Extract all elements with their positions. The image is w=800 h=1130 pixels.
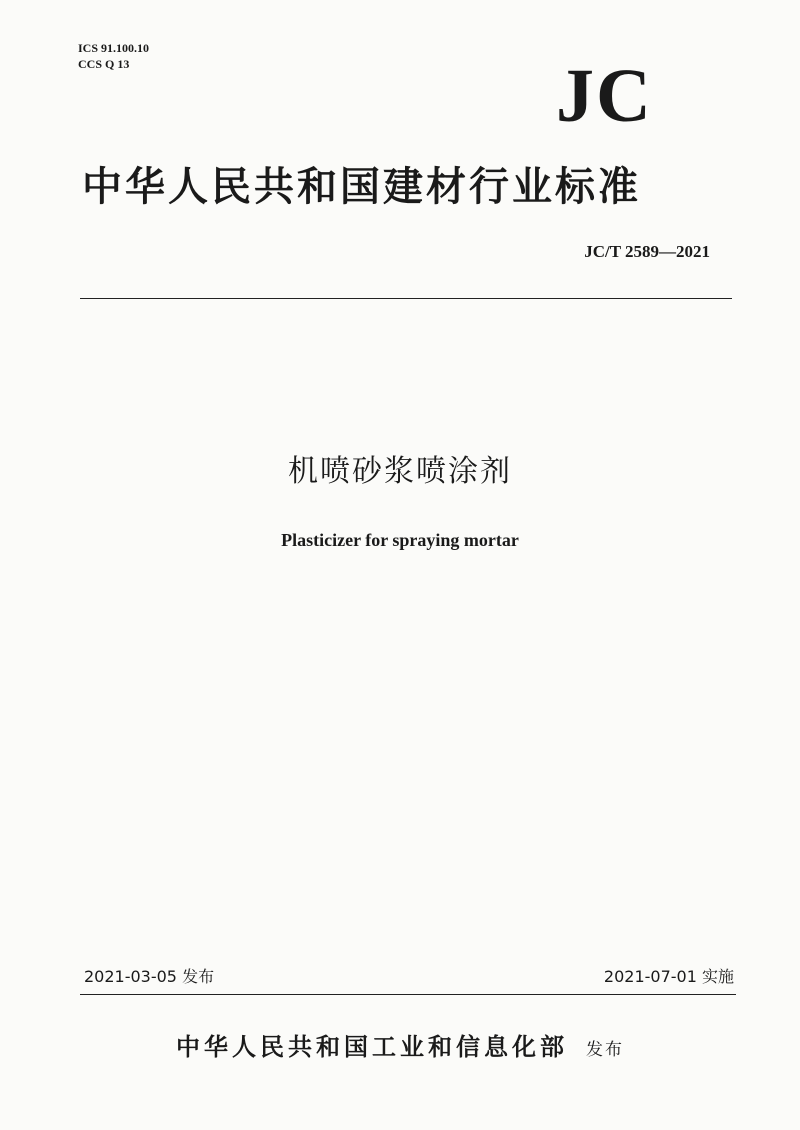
- jc-logo: JC: [556, 54, 653, 138]
- standard-number: JC/T 2589—2021: [584, 242, 710, 261]
- publish-label: 发布: [586, 1040, 624, 1060]
- footer-divider: [80, 994, 736, 995]
- publisher-line: [140, 1030, 660, 1067]
- issue-date: 2021-03-05 发布: [84, 967, 215, 986]
- implementation-date: 2021-07-01 实施: [603, 967, 734, 986]
- document-title-cn: 机喷砂浆喷涂剂: [288, 454, 512, 489]
- publisher: 中华人民共和国工业和信息化部: [176, 1032, 568, 1061]
- industry-standard-title: 中华人民共和国建材行业标准: [82, 163, 641, 210]
- ccs-code: CCS Q 13: [78, 57, 130, 71]
- header-divider: [80, 298, 732, 299]
- classification-codes: [78, 40, 149, 72]
- ics-code: ICS 91.100.10: [78, 41, 150, 55]
- document-title-en: Plasticizer for spraying mortar: [281, 530, 519, 550]
